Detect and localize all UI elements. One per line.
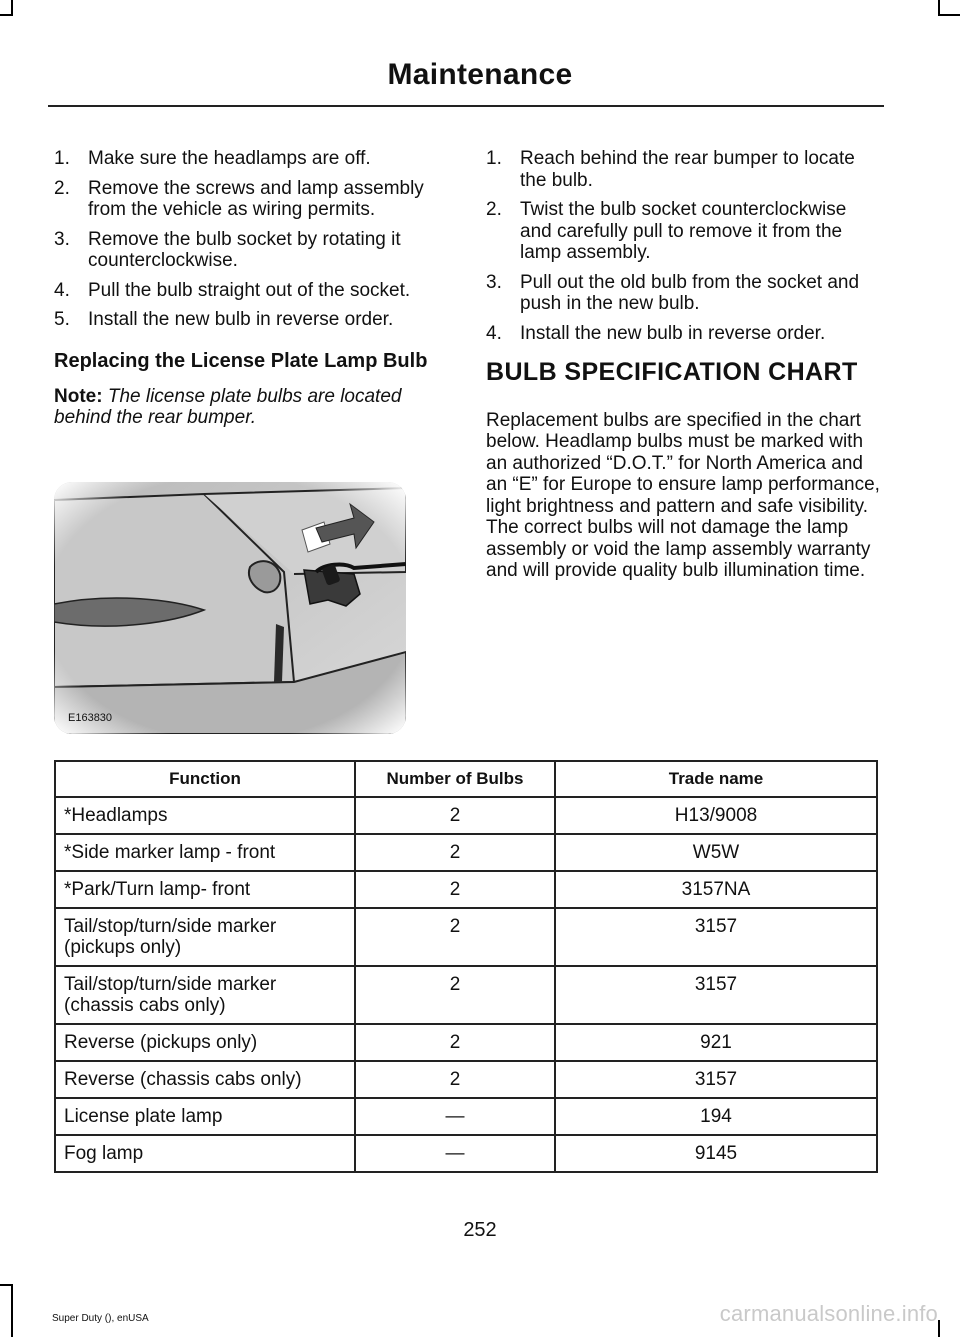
table-row: Reverse (chassis cabs only) 2 3157 (55, 1061, 877, 1098)
list-item: 4. Pull the bulb straight out of the socket. (54, 279, 411, 301)
right-column (486, 148, 880, 582)
page-title: Maintenance (387, 58, 573, 91)
left-column (54, 148, 450, 429)
list-item: 3. Pull out the old bulb from the socket and push in the new bulb. (486, 271, 860, 314)
crop-mark (938, 1320, 940, 1337)
list-item: 5. Install the new bulb in reverse order. (54, 309, 394, 330)
table-row: Fog lamp — 9145 (55, 1135, 877, 1172)
table-header-row (55, 761, 877, 797)
license-plate-steps (486, 148, 880, 344)
table-row: Tail/stop/turn/side marker (pickups only) 2 3157 (55, 908, 877, 966)
watermark: carmanualsonline.info (719, 1301, 938, 1326)
list-item: 1. Make sure the headlamps are off. (54, 148, 371, 169)
table-row: License plate lamp — 194 (55, 1098, 877, 1135)
note-text: The license plate bulbs are located behind the rear bumper. (54, 385, 402, 428)
table-row: *Park/Turn lamp- front 2 3157NA (55, 871, 877, 908)
list-item: 2. Twist the bulb socket counterclockwise and carefully pull to remove it from the lamp assembly. (486, 199, 847, 263)
table-row: *Headlamps 2 H13/9008 (55, 797, 877, 834)
table-row: *Side marker lamp - front 2 W5W (55, 834, 877, 871)
list-item: 3. Remove the bulb socket by rotating it counterclockwise. (54, 228, 401, 271)
crop-mark (938, 14, 960, 16)
table-row: Tail/stop/turn/side marker (chassis cabs only) 2 3157 (55, 966, 877, 1024)
crop-mark (0, 1284, 13, 1286)
bulb-spec-table (54, 760, 878, 1173)
figure-code: E163830 (68, 712, 113, 724)
section-heading: BULB SPECIFICATION CHART (486, 358, 858, 386)
bumper-drawing (54, 482, 406, 734)
page-number: 252 (463, 1219, 497, 1241)
column-header: Trade name (555, 761, 877, 797)
license-plate-lamp-illustration (54, 482, 406, 734)
table-row: Reverse (pickups only) 2 921 (55, 1024, 877, 1061)
list-item: 1. Reach behind the rear bumper to locate the bulb. (486, 148, 855, 191)
license-plate-subheading: Replacing the License Plate Lamp Bulb (54, 349, 428, 372)
header-rule (48, 105, 884, 107)
headlamp-steps (54, 148, 450, 331)
list-item: 2. Remove the screws and lamp assembly from the vehicle as wiring permits. (54, 177, 424, 220)
footer-text: Super Duty (), enUSA (52, 1313, 149, 1324)
column-header: Number of Bulbs (355, 761, 555, 797)
note (54, 386, 450, 429)
crop-mark (0, 14, 13, 16)
list-item: 4. Install the new bulb in reverse order. (486, 322, 826, 344)
crop-mark (11, 1284, 13, 1337)
note-label: Note: (54, 385, 103, 407)
spec-paragraph: Replacement bulbs are specified in the chart below. Headlamp bulbs must be marked with an authorized “D.O.T.” for North America and an “E” for Europe to ensure lamp performance, light brightness and pattern and safe visibility. The correct bulbs will not damage the lamp assembly or void the lamp assembly warranty and will provide quality bulb illumination time. (486, 409, 880, 581)
column-header: Function (55, 761, 355, 797)
